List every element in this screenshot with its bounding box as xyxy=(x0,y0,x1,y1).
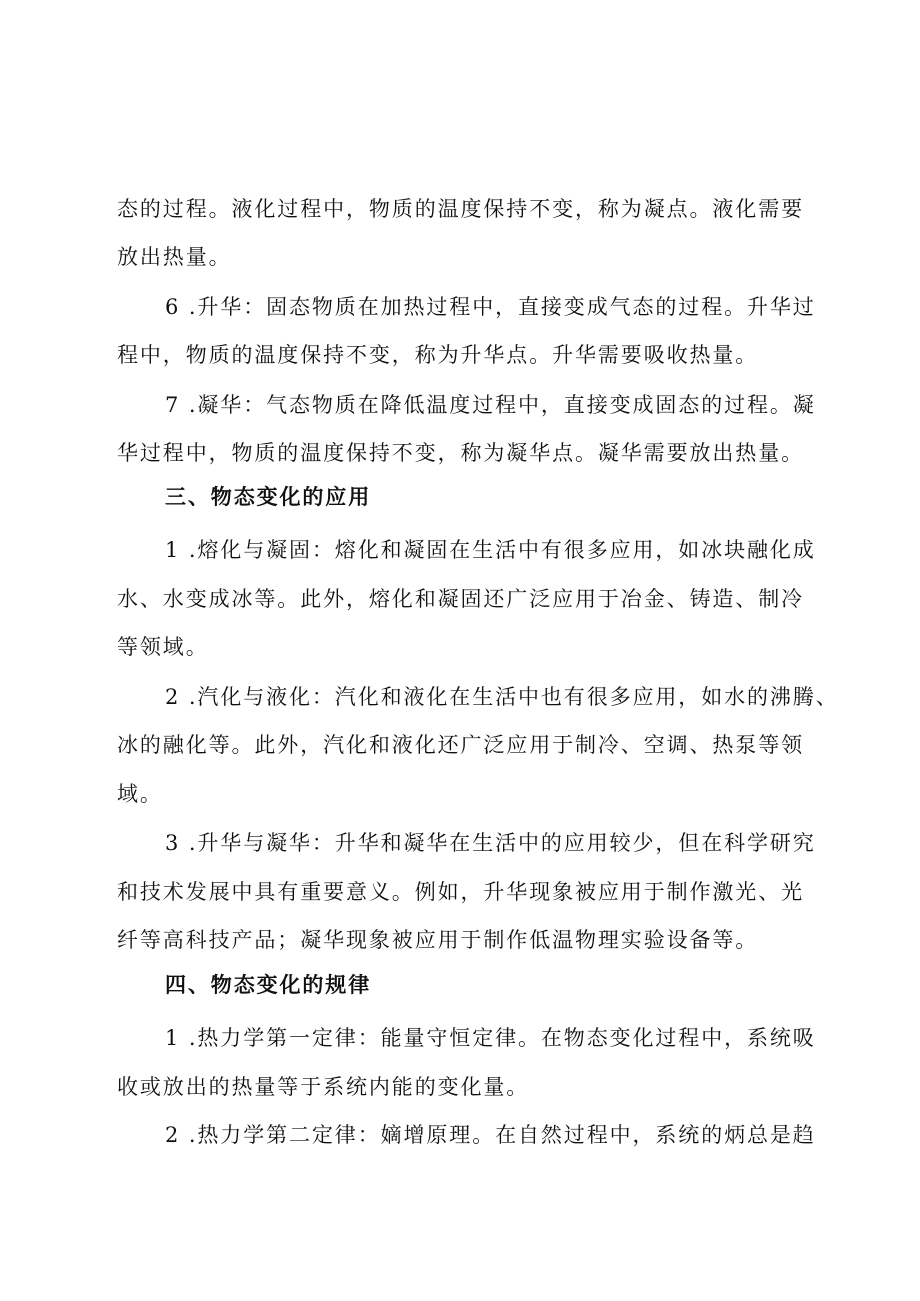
numbered-paragraph-line: 2 .热力学第二定律：嫡增原理。在自然过程中，系统的炳总是趋 xyxy=(165,1123,816,1147)
paragraph-line: 纤等高科技产品；凝华现象被应用于制作低温物理实验设备等。 xyxy=(117,928,759,952)
section-heading-laws: 四、物态变化的规律 xyxy=(165,972,372,998)
numbered-paragraph-line: 7 .凝华：气态物质在降低温度过程中，直接变成固态的过程。凝 xyxy=(165,393,816,417)
paragraph-line: 水、水变成冰等。此外，熔化和凝固还广泛应用于冶金、铸造、制冷 xyxy=(117,587,804,611)
numbered-paragraph-line: 1 .熔化与凝固：熔化和凝固在生活中有很多应用，如冰块融化成 xyxy=(165,538,816,562)
paragraph-line: 冰的融化等。此外，汽化和液化还广泛应用于制冷、空调、热泵等领 xyxy=(117,733,804,757)
numbered-paragraph-line: 3 .升华与凝华：升华和凝华在生活中的应用较少，但在科学研究 xyxy=(165,831,816,855)
paragraph-line: 态的过程。液化过程中，物质的温度保持不变，称为凝点。液化需要 xyxy=(117,197,804,221)
paragraph-line: 域。 xyxy=(117,782,163,806)
numbered-paragraph-line: 6 .升华：固态物质在加热过程中，直接变成气态的过程。升华过 xyxy=(165,295,816,319)
paragraph-line: 和技术发展中具有重要意义。例如，升华现象被应用于制作激光、光 xyxy=(117,880,804,904)
paragraph-line: 程中，物质的温度保持不变，称为升华点。升华需要吸收热量。 xyxy=(117,343,759,367)
paragraph-line: 放出热量。 xyxy=(117,245,232,269)
section-heading-applications: 三、物态变化的应用 xyxy=(165,484,372,510)
paragraph-line: 等领域。 xyxy=(117,635,209,659)
paragraph-line: 华过程中，物质的温度保持不变，称为凝华点。凝华需要放出热量。 xyxy=(117,441,804,465)
numbered-paragraph-line: 1 .热力学第一定律：能量守恒定律。在物态变化过程中，系统吸 xyxy=(165,1026,816,1050)
paragraph-line: 收或放出的热量等于系统内能的变化量。 xyxy=(117,1075,530,1099)
numbered-paragraph-line: 2 .汽化与液化：汽化和液化在生活中也有很多应用，如水的沸腾、 xyxy=(165,685,839,709)
